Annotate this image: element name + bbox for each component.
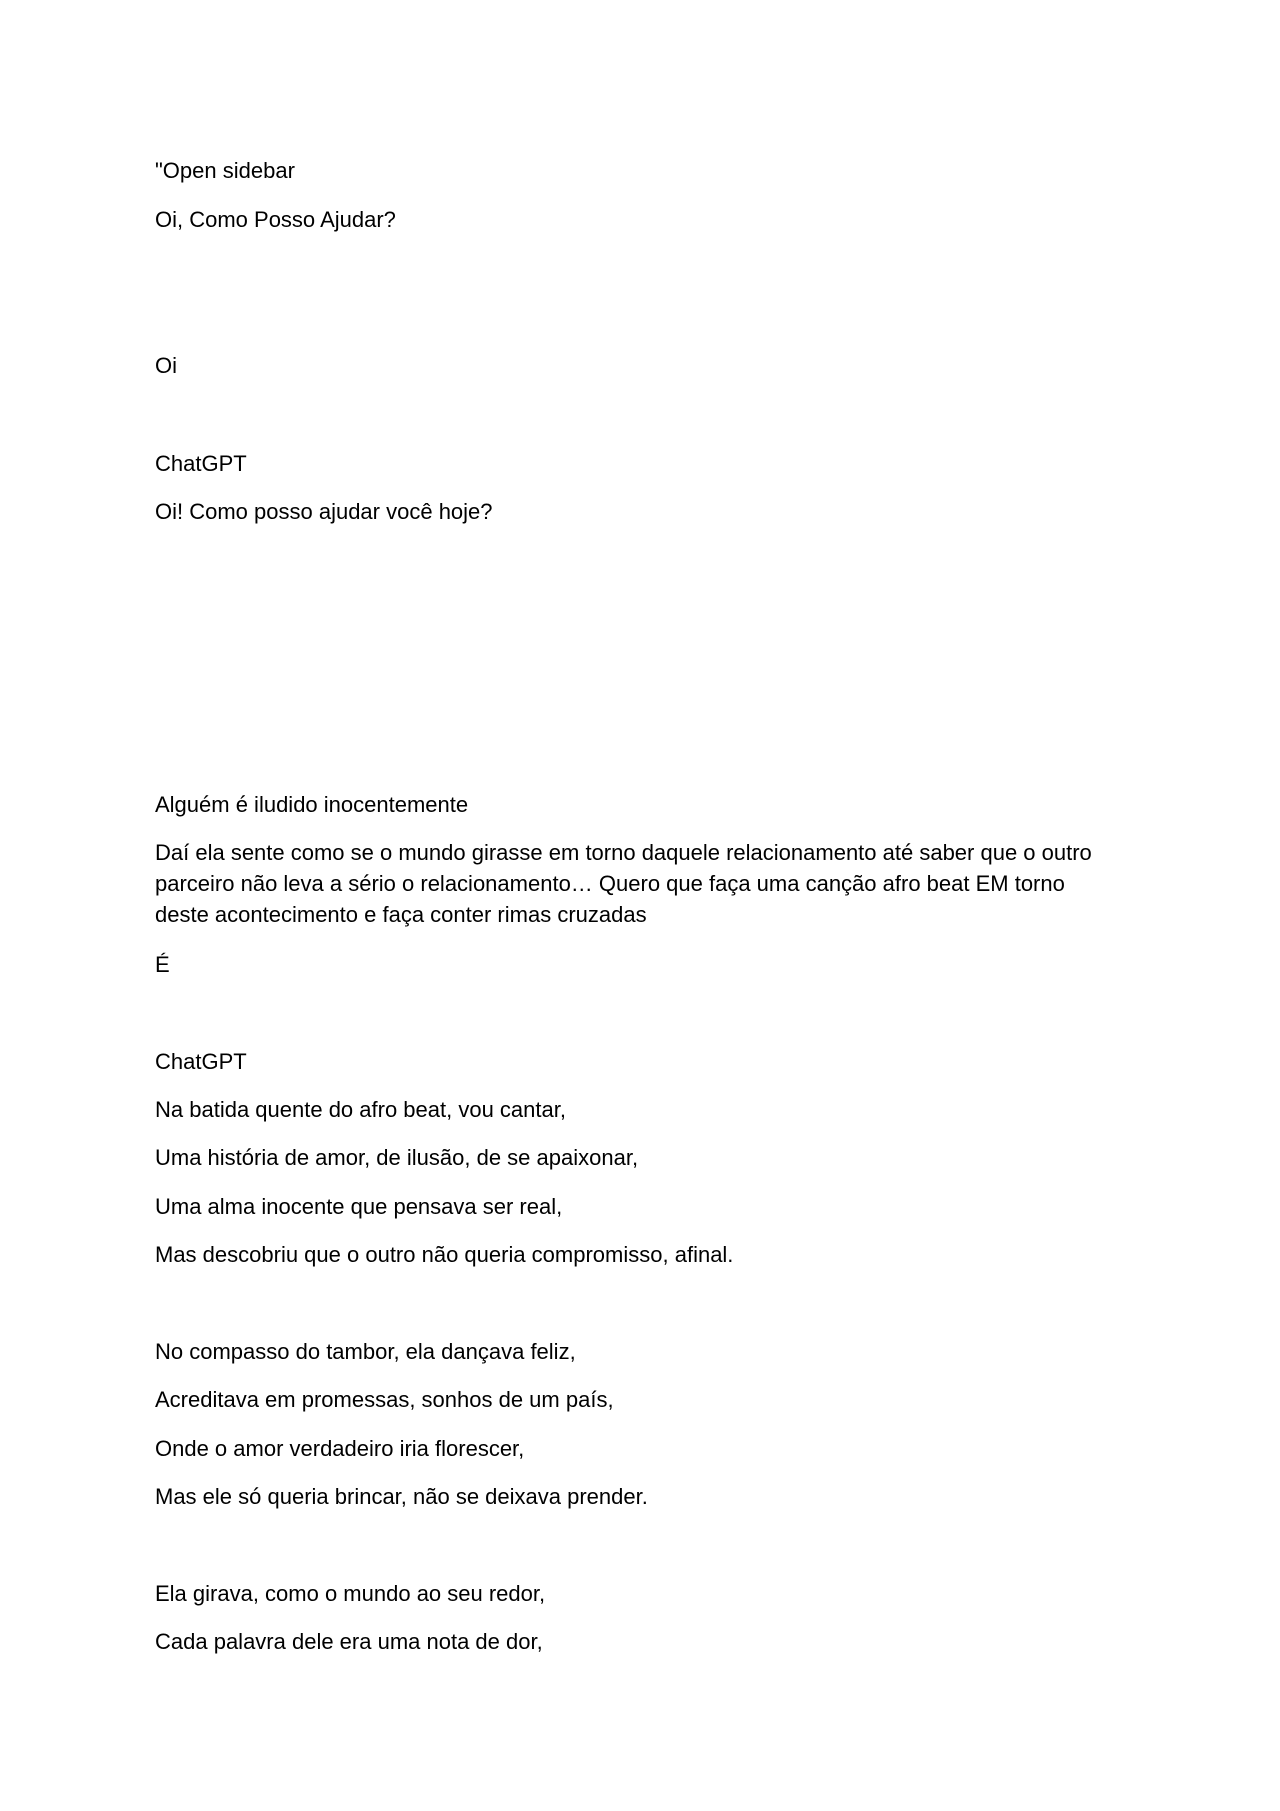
song-line: Na batida quente do afro beat, vou cantar, [155, 1097, 566, 1122]
song-line: Mas descobriu que o outro não queria compromisso, afinal. [155, 1242, 734, 1267]
header-line: "Open sidebar [155, 158, 295, 183]
song-line: Ela girava, como o mundo ao seu redor, [155, 1581, 546, 1606]
song-line: Cada palavra dele era uma nota de dor, [155, 1629, 543, 1654]
assistant-label: ChatGPT [155, 451, 247, 476]
user-message-body: Daí ela sente como se o mundo girasse em torno daquele relacionamento até saber que o outro parceiro não leva a sério o relacionamento… Quero que faça uma canção afro beat EM torno deste acontecimento e faça conter rimas cruzadas [155, 840, 1092, 927]
song-line: Uma história de amor, de ilusão, de se apaixonar, [155, 1145, 639, 1170]
user-message-title: Alguém é iludido inocentemente [155, 792, 469, 817]
song-line: No compasso do tambor, ela dançava feliz, [155, 1339, 576, 1364]
song-line: Mas ele só queria brincar, não se deixava prender. [155, 1484, 648, 1509]
user-message-tail: É [155, 952, 170, 977]
assistant-label: ChatGPT [155, 1049, 247, 1074]
song-line: Acreditava em promessas, sonhos de um país, [155, 1387, 614, 1412]
user-message: Oi [155, 353, 177, 378]
assistant-message: Oi! Como posso ajudar você hoje? [155, 499, 493, 524]
greeting-line: Oi, Como Posso Ajudar? [155, 207, 396, 232]
song-line: Onde o amor verdadeiro iria florescer, [155, 1436, 525, 1461]
song-line: Uma alma inocente que pensava ser real, [155, 1194, 563, 1219]
